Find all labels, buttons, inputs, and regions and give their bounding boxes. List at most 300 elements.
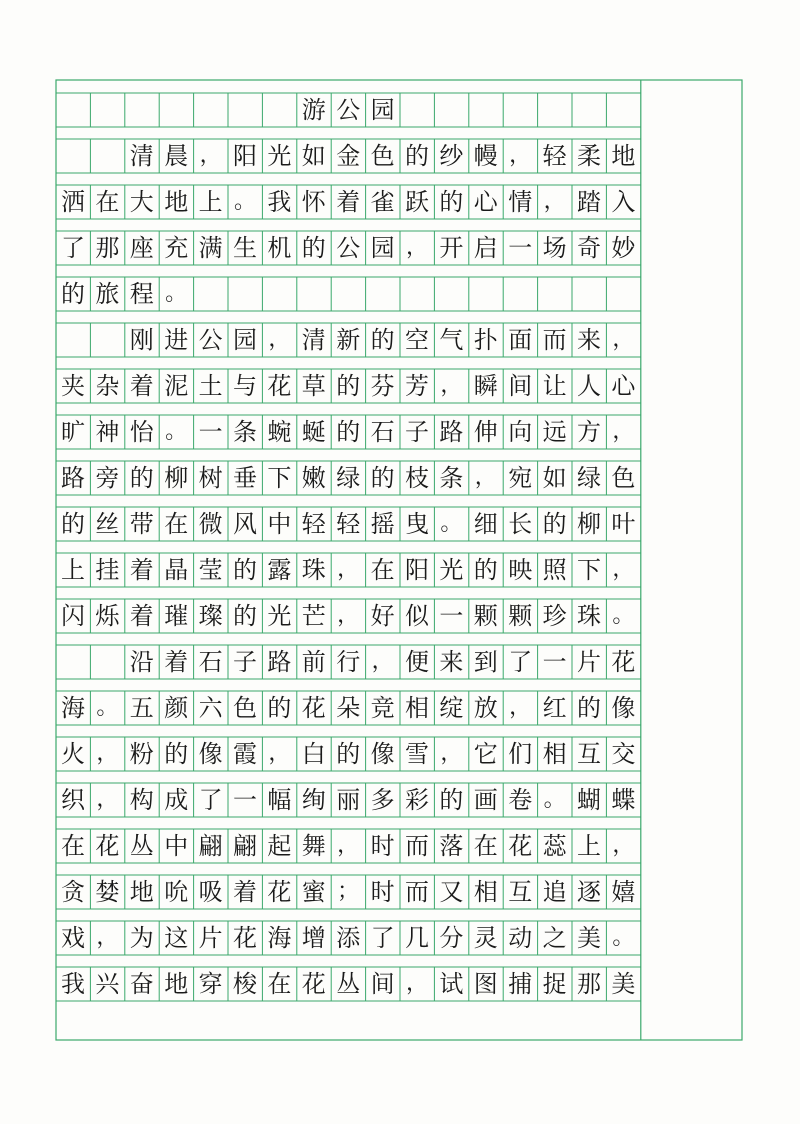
grid-char: 园 <box>370 96 395 124</box>
grid-char: 落 <box>439 832 464 860</box>
grid-char: 翩 <box>198 832 223 860</box>
grid-char: 丽 <box>336 786 361 814</box>
grid-char: 石 <box>370 418 395 446</box>
grid-char: 的 <box>336 740 361 768</box>
grid-char: 刚 <box>129 326 154 354</box>
grid-char: 放 <box>473 694 498 722</box>
grid-char: 添 <box>336 924 361 952</box>
grid-char: 为 <box>129 924 154 952</box>
grid-char: 公 <box>336 234 361 262</box>
punctuation-char: ， <box>371 649 394 674</box>
grid-char: 互 <box>577 740 601 768</box>
grid-char: 下 <box>267 464 292 492</box>
grid-char: 相 <box>405 694 429 722</box>
grid-char: 时 <box>370 832 395 860</box>
grid-char: 开 <box>439 234 464 262</box>
grid-char: 动 <box>508 924 533 952</box>
grid-char: 清 <box>301 326 326 354</box>
grid-char: 的 <box>61 280 85 308</box>
grid-char: 间 <box>370 970 395 998</box>
grid-char: 一 <box>439 602 464 630</box>
grid-char: 闪 <box>61 602 85 630</box>
grid-char: 前 <box>301 648 326 676</box>
grid-char: 在 <box>267 970 292 998</box>
grid-char: 扑 <box>473 326 498 354</box>
punctuation-char: ， <box>337 603 360 628</box>
grid-char: 心 <box>473 188 498 216</box>
grid-char: 而 <box>542 326 567 354</box>
grid-char: 起 <box>267 832 292 860</box>
grid-char: 在 <box>473 832 498 860</box>
grid-char: 晶 <box>164 556 189 584</box>
grid-char: 璀 <box>164 602 189 630</box>
grid-char: 上 <box>198 188 223 216</box>
punctuation-char: ， <box>509 695 532 720</box>
grid-char: 璨 <box>198 602 223 630</box>
grid-char: 它 <box>473 740 498 768</box>
grid-char: 中 <box>164 832 189 860</box>
grid-char: 朵 <box>336 694 361 722</box>
grid-char: 蝴 <box>577 786 601 814</box>
punctuation-char: ， <box>337 833 360 858</box>
grid-char: 地 <box>164 970 189 998</box>
grid-char: 宛 <box>508 464 533 492</box>
grid-char: 一 <box>542 648 567 676</box>
punctuation-char: ， <box>474 465 497 490</box>
grid-char: 的 <box>61 510 85 538</box>
grid-char: 光 <box>267 142 292 170</box>
grid-char: 图 <box>473 970 498 998</box>
grid-char: 奋 <box>129 970 154 998</box>
grid-char: 互 <box>508 878 533 906</box>
punctuation-char: ， <box>612 557 635 582</box>
grid-char: 穿 <box>198 970 223 998</box>
grid-char: 着 <box>129 372 154 400</box>
grid-char: 花 <box>95 832 120 860</box>
grid-char: 树 <box>198 464 223 492</box>
grid-char: 蝶 <box>611 786 636 814</box>
grid-char: 画 <box>473 786 498 814</box>
grid-char: 行 <box>336 648 361 676</box>
grid-char: 枝 <box>405 464 429 492</box>
grid-char: 人 <box>577 372 601 400</box>
grid-char: 上 <box>577 832 601 860</box>
grid-char: 我 <box>267 188 292 216</box>
grid-char: 洒 <box>61 188 85 216</box>
grid-char: 像 <box>198 740 223 768</box>
grid-char: 杂 <box>95 372 120 400</box>
grid-char: 花 <box>301 694 326 722</box>
grid-char: 色 <box>233 694 257 722</box>
grid-char: 的 <box>405 142 429 170</box>
grid-char: 让 <box>542 372 567 400</box>
grid-char: 红 <box>542 694 567 722</box>
grid-char: 摇 <box>370 510 395 538</box>
grid-char: 园 <box>370 234 395 262</box>
grid-char: 烁 <box>95 602 120 630</box>
grid-char: 彩 <box>405 786 429 814</box>
grid-char: 蕊 <box>542 832 567 860</box>
grid-char: 轻 <box>542 142 567 170</box>
grid-char: 晨 <box>164 142 189 170</box>
punctuation-char: 。 <box>543 787 566 812</box>
grid-char: 公 <box>198 326 223 354</box>
grid-char: 机 <box>267 234 292 262</box>
grid-char: 色 <box>611 464 636 492</box>
grid-char: 相 <box>542 740 567 768</box>
grid-char: 片 <box>577 648 601 676</box>
grid-char: 踏 <box>577 188 601 216</box>
grid-char: 地 <box>129 878 154 906</box>
grid-char: 充 <box>164 234 189 262</box>
grid-char: 莹 <box>198 556 223 584</box>
grid-char: 竞 <box>370 694 395 722</box>
punctuation-char: ， <box>440 373 463 398</box>
grid-char: 的 <box>267 694 292 722</box>
grid-char: 着 <box>129 556 154 584</box>
grid-char: 花 <box>267 372 292 400</box>
grid-char: 幔 <box>473 142 498 170</box>
grid-char: 绿 <box>577 464 601 492</box>
grid-char: 梭 <box>233 970 257 998</box>
grid-char: 舞 <box>301 832 326 860</box>
punctuation-char: 。 <box>233 189 256 214</box>
grid-char: 构 <box>129 786 154 814</box>
grid-char: 灵 <box>473 924 498 952</box>
grid-char: 美 <box>611 970 636 998</box>
punctuation-char: ， <box>337 557 360 582</box>
grid-char: 轻 <box>336 510 361 538</box>
grid-char: 海 <box>61 694 85 722</box>
grid-char: 如 <box>542 464 567 492</box>
punctuation-char: 。 <box>440 511 463 536</box>
grid-char: 间 <box>508 372 533 400</box>
grid-char: 来 <box>577 326 601 354</box>
punctuation-char: ， <box>96 925 119 950</box>
grid-char: 霞 <box>233 740 257 768</box>
grid-char: 金 <box>336 142 361 170</box>
grid-char: 这 <box>164 924 189 952</box>
grid-char: 的 <box>370 326 395 354</box>
grid-char: 阳 <box>233 142 257 170</box>
grid-char: 的 <box>473 556 498 584</box>
grid-char: 的 <box>370 464 395 492</box>
grid-char: 们 <box>508 740 533 768</box>
grid-char: 的 <box>336 372 361 400</box>
grid-char: 垂 <box>233 464 257 492</box>
punctuation-char: ， <box>96 787 119 812</box>
grid-char: 嫩 <box>301 464 326 492</box>
grid-char: 柔 <box>577 142 601 170</box>
grid-char: 进 <box>164 326 189 354</box>
grid-char: 丛 <box>129 832 154 860</box>
grid-char: 的 <box>577 694 601 722</box>
grid-char: 蜿 <box>267 418 292 446</box>
grid-char: 条 <box>233 418 257 446</box>
grid-char: 草 <box>301 372 326 400</box>
grid-char: 的 <box>336 418 361 446</box>
grid-char: 追 <box>542 878 567 906</box>
grid-char: 颜 <box>164 694 189 722</box>
grid-char: 了 <box>61 234 85 262</box>
punctuation-char: ， <box>268 327 291 352</box>
grid-char: 场 <box>542 234 567 262</box>
grid-char: 花 <box>233 924 257 952</box>
grid-char: 满 <box>198 234 223 262</box>
grid-char: 珠 <box>301 556 326 584</box>
grid-char: 试 <box>439 970 464 998</box>
grid-char: 花 <box>301 970 326 998</box>
grid-char: 座 <box>129 234 154 262</box>
grid-char: 的 <box>542 510 567 538</box>
grid-char: 贪 <box>61 878 85 906</box>
punctuation-char: 。 <box>165 281 188 306</box>
grid-char: 地 <box>164 188 189 216</box>
grid-char: 路 <box>61 464 85 492</box>
grid-char: 增 <box>301 924 326 952</box>
grid-char: 时 <box>370 878 395 906</box>
grid-char: 到 <box>473 648 498 676</box>
grid-char: 程 <box>129 280 154 308</box>
grid-char: 方 <box>577 418 601 446</box>
grid-char: 绽 <box>439 694 464 722</box>
grid-char: 怀 <box>301 188 326 216</box>
grid-char: 芬 <box>370 372 395 400</box>
grid-char: 气 <box>439 326 464 354</box>
grid-char: 怡 <box>129 418 154 446</box>
punctuation-char: ， <box>405 971 428 996</box>
grid-char: 火 <box>61 740 85 768</box>
grid-char: 带 <box>129 510 154 538</box>
grid-char: 着 <box>336 188 361 216</box>
grid-char: 来 <box>439 648 464 676</box>
grid-char: 大 <box>129 188 154 216</box>
grid-char: 粉 <box>129 740 154 768</box>
grid-char: 兴 <box>95 970 120 998</box>
grid-char: 阳 <box>405 556 429 584</box>
punctuation-char: ， <box>612 833 635 858</box>
grid-char: 曳 <box>405 510 429 538</box>
grid-char: 柳 <box>164 464 189 492</box>
grid-char: 丝 <box>95 510 120 538</box>
grid-char: 子 <box>405 418 429 446</box>
grid-char: 的 <box>439 786 464 814</box>
grid-char: 花 <box>508 832 533 860</box>
grid-char: 雀 <box>370 188 395 216</box>
punctuation-char: ， <box>268 741 291 766</box>
grid-char: 花 <box>611 648 636 676</box>
grid-char: 条 <box>439 464 464 492</box>
grid-char: 细 <box>473 510 498 538</box>
grid-char: 多 <box>370 786 395 814</box>
punctuation-char: ， <box>199 143 222 168</box>
punctuation-char: 。 <box>96 695 119 720</box>
grid-char: 的 <box>233 602 257 630</box>
grid-char: 清 <box>129 142 154 170</box>
grid-char: 挂 <box>95 556 120 584</box>
grid-char: 长 <box>508 510 533 538</box>
grid-char: 珠 <box>577 602 601 630</box>
grid-char: 石 <box>198 648 223 676</box>
grid-char: 在 <box>164 510 189 538</box>
grid-char: 空 <box>405 326 429 354</box>
grid-char: 颗 <box>473 602 498 630</box>
grid-char: 子 <box>233 648 257 676</box>
punctuation-char: 。 <box>612 603 635 628</box>
grid-char: 交 <box>611 740 636 768</box>
grid-char: 柳 <box>577 510 601 538</box>
grid-char: 我 <box>61 970 85 998</box>
grid-char: 卷 <box>508 786 533 814</box>
grid-char: 地 <box>611 142 636 170</box>
grid-char: 路 <box>267 648 292 676</box>
punctuation-char: ， <box>96 741 119 766</box>
grid-char: 片 <box>198 924 223 952</box>
grid-char: 而 <box>405 878 429 906</box>
grid-char: 婪 <box>95 878 120 906</box>
grid-char: 光 <box>267 602 292 630</box>
grid-char: 新 <box>336 326 361 354</box>
grid-char: 像 <box>611 694 636 722</box>
grid-char: 风 <box>233 510 257 538</box>
grid-char: 织 <box>61 786 85 814</box>
grid-char: 成 <box>164 786 189 814</box>
grid-char: 着 <box>164 648 189 676</box>
grid-char: 的 <box>439 188 464 216</box>
grid-char: 几 <box>405 924 429 952</box>
grid-char: 在 <box>95 188 120 216</box>
grid-char: 光 <box>439 556 464 584</box>
grid-char: 夹 <box>61 372 85 400</box>
grid-char: 蜒 <box>301 418 326 446</box>
grid-char: 跃 <box>405 188 429 216</box>
grid-char: 与 <box>233 372 257 400</box>
grid-char: 中 <box>267 510 292 538</box>
grid-char: 着 <box>129 602 154 630</box>
grid-char: 情 <box>508 188 533 216</box>
grid-char: 的 <box>164 740 189 768</box>
punctuation-char: ， <box>405 235 428 260</box>
grid-char: 丛 <box>336 970 361 998</box>
grid-char: 之 <box>542 924 567 952</box>
grid-char: 像 <box>370 740 395 768</box>
grid-char: 好 <box>370 602 395 630</box>
grid-char: 园 <box>233 326 257 354</box>
grid-char: 捉 <box>542 970 567 998</box>
grid-char: 叶 <box>611 510 636 538</box>
grid-char: 翩 <box>233 832 257 860</box>
punctuation-char: ， <box>612 419 635 444</box>
punctuation-char: 。 <box>612 925 635 950</box>
grid-char: 一 <box>508 234 533 262</box>
grid-char: 而 <box>405 832 429 860</box>
grid-char: 花 <box>267 878 292 906</box>
punctuation-char: ， <box>543 189 566 214</box>
punctuation-char: ， <box>440 741 463 766</box>
grid-char: 旁 <box>95 464 120 492</box>
grid-char: 在 <box>370 556 395 584</box>
grid-char: 入 <box>611 188 636 216</box>
grid-char: 芳 <box>405 372 429 400</box>
punctuation-char: ， <box>612 327 635 352</box>
grid-char: 纱 <box>439 142 464 170</box>
grid-char: 分 <box>439 924 464 952</box>
grid-char: 旅 <box>95 280 120 308</box>
grid-char: 游 <box>301 96 326 124</box>
grid-char: 了 <box>508 648 533 676</box>
grid-char: 轻 <box>301 510 326 538</box>
grid-char: 又 <box>439 878 464 906</box>
grid-char: 神 <box>95 418 120 446</box>
grid-char: 了 <box>370 924 395 952</box>
grid-char: 心 <box>611 372 636 400</box>
grid-char: 那 <box>577 970 601 998</box>
grid-char: 伸 <box>473 418 498 446</box>
grid-char: 照 <box>542 556 567 584</box>
punctuation-char: ； <box>337 879 360 904</box>
grid-char: 蜜 <box>301 878 326 906</box>
grid-char: 绚 <box>301 786 326 814</box>
grid-char: 路 <box>439 418 464 446</box>
grid-char: 远 <box>542 418 567 446</box>
grid-char: 在 <box>61 832 85 860</box>
grid-char: 启 <box>473 234 498 262</box>
grid-char: 土 <box>198 372 223 400</box>
grid-char: 相 <box>473 878 498 906</box>
grid-char: 的 <box>233 556 257 584</box>
grid-char: 沿 <box>129 648 154 676</box>
grid-char: 似 <box>405 602 429 630</box>
grid-char: 上 <box>61 556 85 584</box>
grid-char: 旷 <box>61 418 85 446</box>
punctuation-char: 。 <box>165 419 188 444</box>
grid-char: 了 <box>198 786 223 814</box>
grid-char: 面 <box>508 326 533 354</box>
grid-char: 雪 <box>405 740 429 768</box>
grid-char: 色 <box>370 142 395 170</box>
grid-char: 着 <box>233 878 257 906</box>
grid-char: 向 <box>508 418 533 446</box>
grid-char: 六 <box>198 694 223 722</box>
grid-char: 嬉 <box>611 878 636 906</box>
grid-char: 公 <box>336 96 361 124</box>
grid-char: 幅 <box>267 786 292 814</box>
grid-char: 妙 <box>611 234 636 262</box>
grid-char: 一 <box>198 418 223 446</box>
grid-char: 海 <box>267 924 292 952</box>
grid-char: 生 <box>233 234 257 262</box>
grid-char: 吮 <box>164 878 189 906</box>
grid-char: 的 <box>301 234 326 262</box>
grid-char: 那 <box>95 234 120 262</box>
grid-char: 捕 <box>508 970 533 998</box>
grid-char: 奇 <box>577 234 601 262</box>
grid-char: 珍 <box>542 602 567 630</box>
grid-char: 颗 <box>508 602 533 630</box>
grid-char: 逐 <box>577 878 601 906</box>
grid-char: 便 <box>405 648 429 676</box>
grid-char: 芒 <box>301 602 326 630</box>
grid-char: 露 <box>267 556 292 584</box>
grid-char: 瞬 <box>473 372 498 400</box>
grid-char: 吸 <box>198 878 223 906</box>
grid-char: 映 <box>508 556 533 584</box>
grid-char: 戏 <box>61 924 85 952</box>
grid-char: 一 <box>233 786 257 814</box>
grid-char: 下 <box>577 556 601 584</box>
grid-char: 泥 <box>164 372 189 400</box>
grid-char: 的 <box>129 464 154 492</box>
